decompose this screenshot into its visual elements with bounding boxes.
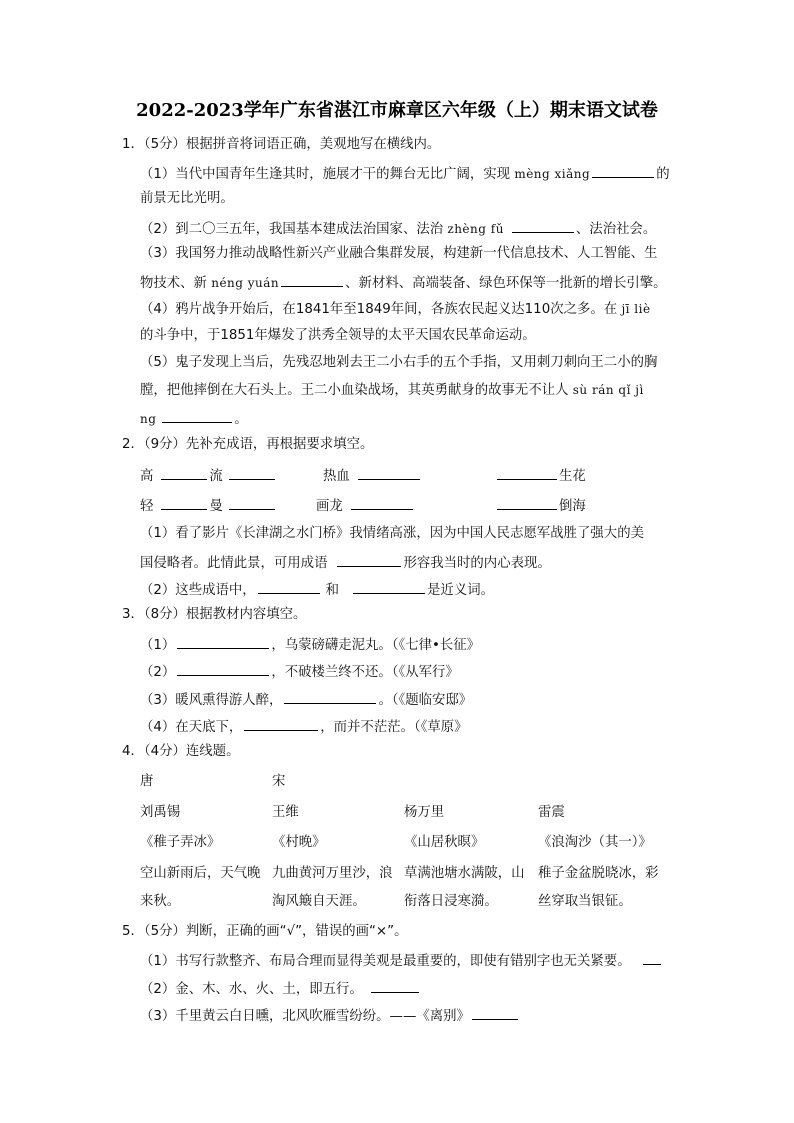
- q3-item3-text: （3）暖风熏得游人醉，: [140, 693, 283, 708]
- q1-item3-blank[interactable]: [281, 272, 343, 287]
- q1-item4-line1: [140, 300, 651, 318]
- q4-poet-3[interactable]: 杨万里: [404, 805, 445, 820]
- q5-item2: [140, 978, 421, 996]
- q4-line-3b[interactable]: 衔落日浸寒漪。: [404, 894, 498, 909]
- q4-dynasty-tang[interactable]: 唐: [140, 774, 154, 789]
- q4-dynasty-song[interactable]: 宋: [272, 774, 286, 789]
- q2-idiom-4-char1: 轻: [140, 499, 154, 514]
- q2-idiom-6-text: 倒海: [559, 499, 586, 514]
- q3-header: 3．（8分）根据教材内容填空。: [122, 607, 307, 622]
- q1-item1-end: 的: [656, 167, 670, 182]
- q4-poet-1[interactable]: 刘禹锡: [140, 805, 181, 820]
- q4-header: 4．（4分）连线题。: [122, 744, 240, 759]
- q4-line-2a[interactable]: 九曲黄河万里沙，浪: [272, 866, 393, 881]
- q3-item2-blank[interactable]: [177, 661, 269, 676]
- q2-idiom-4-blank1[interactable]: [161, 495, 207, 510]
- q5-item3-blank[interactable]: [472, 1005, 518, 1020]
- q4-line-4b[interactable]: 丝穿取当银钲。: [538, 894, 632, 909]
- q2-header: 2．（9分）先补充成语，再根据要求填空。: [122, 437, 374, 452]
- q3-item3-source: 。（《题临安邸》: [378, 693, 473, 708]
- q3-item1-blank[interactable]: [177, 634, 269, 649]
- q2-item1-line1: （1）看了影片《长津湖之水门桥》我情绪高涨，因为中国人民志愿军战胜了强大的美: [140, 526, 644, 541]
- q5-header: 5．（5分）判断，正确的画“√”，错误的画“×”。: [122, 924, 408, 939]
- q4-line-3a[interactable]: 草满池塘水满陂，山: [404, 866, 525, 881]
- q2-item1-end: 形容我当时的内心表现。: [403, 556, 551, 571]
- q1-item5-end: 。: [234, 412, 248, 427]
- q1-item1-text: （1）当代中国青年生逢其时，施展才干的舞台无比广阔，实现: [140, 167, 515, 182]
- q1-item2-end: 、法治社会。: [575, 222, 657, 237]
- q3-item2-text: ，不破楼兰终不还。（《从军行》: [271, 665, 459, 680]
- q3-item4-text: （4）在天底下，: [140, 720, 243, 735]
- q5-item1-text: （1）书写行款整齐、布局合理而显得美观是最重要的，即使有错别字也无关紧要。: [140, 954, 631, 969]
- q1-header: 1．（5分）根据拼音将词语正确，美观地写在横线内。: [122, 137, 441, 152]
- q4-work-2[interactable]: 《村晚》: [272, 835, 326, 850]
- q3-item3-blank[interactable]: [284, 689, 376, 704]
- q2-item2-end: 是近义词。: [427, 583, 494, 598]
- q1-item1-line1: [140, 163, 670, 181]
- q1-item3-line1: （3）我国努力推动战略性新兴产业融合集群发展，构建新一代信息技术、人工智能、生: [140, 246, 658, 261]
- q1-item5-pinyin: sù rán qǐ jì: [572, 383, 644, 397]
- q4-poet-2[interactable]: 王维: [272, 805, 299, 820]
- q1-item4-text: （4）鸦片战争开始后，在1841年至1849年间，各族农民起义达110次之多。在: [140, 302, 622, 317]
- q2-idiom-2-blank[interactable]: [358, 465, 420, 480]
- q2-idiom-3: [495, 465, 586, 483]
- q3-item1-num: （1）: [140, 638, 176, 653]
- q2-idiom-4: [140, 495, 277, 513]
- q3-item4: [140, 716, 468, 734]
- q2-idiom-3-text: 生花: [559, 469, 586, 484]
- q1-item1-blank[interactable]: [592, 163, 654, 178]
- q1-item5-line2: [140, 381, 644, 399]
- q2-idiom-5: [316, 495, 415, 513]
- q2-idiom-1: [140, 465, 277, 483]
- q1-item1-line2: 前景无比光明。: [140, 191, 234, 206]
- q1-item2-pinyin: zhèng fǔ: [447, 222, 504, 236]
- q1-item1-pinyin: mèng xiǎng: [514, 167, 591, 181]
- q2-item2-and: 和: [325, 583, 340, 598]
- q4-work-4[interactable]: 《浪淘沙（其一）》: [538, 835, 652, 850]
- q2-idiom-2-text: 热血: [323, 469, 350, 484]
- q5-item2-text: （2）金、木、水、火、土，即五行。: [140, 982, 363, 997]
- q4-line-2b[interactable]: 淘风簸自天涯。: [272, 894, 366, 909]
- q2-idiom-1-blank1[interactable]: [161, 465, 207, 480]
- q2-idiom-5-blank[interactable]: [351, 495, 413, 510]
- q2-item1-text: 国侵略者。此情此景，可用成语: [140, 556, 328, 571]
- q2-idiom-4-char2: 曼: [209, 499, 223, 514]
- q1-item5-line1: （5）鬼子发现上当后，先残忍地剁去王二小右手的五个手指，又用刺刀刺向王二小的胸: [140, 355, 658, 370]
- q3-item3: [140, 689, 472, 707]
- q2-idiom-2: [323, 465, 422, 483]
- q2-idiom-5-text: 画龙: [316, 499, 343, 514]
- q1-item5-pinyin-end: ng: [140, 412, 157, 426]
- q3-item2-num: （2）: [140, 665, 176, 680]
- q1-item2-text: （2）到二〇三五年，我国基本建成法治国家、法治: [140, 222, 448, 237]
- q5-item1-blank[interactable]: [643, 950, 661, 965]
- q1-item4-pinyin: jī liè: [621, 302, 651, 316]
- q2-item2-blank2[interactable]: [353, 579, 425, 594]
- exam-title: 2022-2023学年广东省湛江市麻章区六年级（上）期末语文试卷: [136, 100, 658, 121]
- q4-poet-4[interactable]: 雷震: [538, 805, 565, 820]
- q1-item3-end: 、新材料、高端装备、绿色环保等一批新的增长引擎。: [345, 276, 667, 291]
- q5-item1: [140, 950, 663, 968]
- q2-item1-line2: [140, 552, 551, 570]
- q1-item3-text: 物技术、新: [140, 276, 212, 291]
- q4-work-3[interactable]: 《山居秋暝》: [404, 835, 485, 850]
- q4-line-4a[interactable]: 稚子金盆脱晓冰，彩: [538, 866, 659, 881]
- q2-idiom-6: [495, 495, 586, 513]
- q2-idiom-6-blank[interactable]: [497, 495, 557, 510]
- q5-item3: [140, 1005, 520, 1023]
- q4-line-1a[interactable]: 空山新雨后，天气晚: [140, 866, 261, 881]
- q4-work-1[interactable]: 《稚子弄冰》: [140, 835, 221, 850]
- q3-item4-blank[interactable]: [244, 716, 318, 731]
- q5-item3-text: （3）千里黄云白日曛，北风吹雁雪纷纷。——《离别》: [140, 1009, 470, 1024]
- q2-idiom-3-blank[interactable]: [497, 465, 557, 480]
- q3-item2: [140, 661, 459, 679]
- q2-idiom-1-char1: 高: [140, 469, 154, 484]
- q1-item5-text: 膛，把他摔倒在大石头上。王二小血染战场，其英勇献身的故事无不让人: [140, 383, 573, 398]
- q3-item4-source: ，而并不茫茫。（《草原》: [320, 720, 468, 735]
- q1-item2-blank[interactable]: [512, 218, 574, 233]
- q2-item2-line: [140, 579, 494, 597]
- q1-item4-line2: 的斗争中，于1851年爆发了洪秀全领导的太平天国农民革命运动。: [140, 328, 536, 343]
- q2-idiom-1-blank2[interactable]: [229, 465, 275, 480]
- q4-line-1b[interactable]: 来秋。: [140, 894, 181, 909]
- q2-idiom-1-char2: 流: [209, 469, 223, 484]
- q1-item5-blank[interactable]: [162, 408, 232, 423]
- q2-idiom-4-blank2[interactable]: [229, 495, 275, 510]
- q3-item1: [140, 634, 480, 652]
- q1-item2-line: [140, 218, 656, 236]
- q1-item3-pinyin: néng yuán: [211, 276, 280, 290]
- q2-item1-blank[interactable]: [337, 552, 401, 567]
- q1-item5-line3: [140, 408, 248, 426]
- q1-item3-line2: [140, 272, 667, 290]
- q2-item2-blank1[interactable]: [258, 579, 320, 594]
- q5-item2-blank[interactable]: [371, 978, 419, 993]
- q2-item2-text: （2）这些成语中，: [140, 583, 256, 598]
- q3-item1-text: ，乌蒙磅礴走泥丸。（《七律•长征》: [271, 638, 481, 653]
